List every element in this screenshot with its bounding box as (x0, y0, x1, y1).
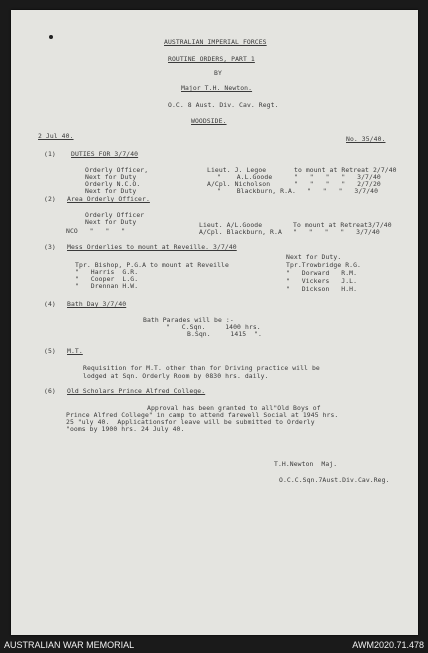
footer-accession: AWM2020.71.478 (352, 640, 424, 650)
footer-bar (0, 638, 428, 653)
s2-row-a: Orderly Officer (85, 211, 145, 219)
s1-row-b: Lieut. J. Legoe (207, 166, 267, 174)
doc-officer: Major T.H. Newton. (181, 84, 253, 92)
section-6-heading: Old Scholars Prince Alfred College. (67, 387, 206, 395)
s3-right-line: " Dorward R.M. (286, 269, 358, 277)
s2-row-a: Next for Duty (85, 218, 137, 226)
doc-subtitle: ROUTINE ORDERS, PART 1 (168, 55, 255, 63)
s3-left-line: " Cooper L.G. (75, 275, 139, 283)
signature-name: T.H.Newton Maj. (274, 460, 338, 468)
s1-row-b: " Blackburn, R.A. (217, 187, 296, 195)
doc-title: AUSTRALIAN IMPERIAL FORCES (164, 38, 267, 46)
s1-row-b: " A.L.Goode (217, 173, 273, 181)
s1-row-a: Next for Duty (85, 187, 137, 195)
s3-left-line: Tpr. Bishop, P.G.A to mount at Reveille (75, 261, 229, 269)
s6-line: Prince Alfred College" in camp to attend farewell Social at 1945 hrs. (66, 411, 339, 419)
s6-line: 25 "uly 40. Applicationsfor leave will be submitted to Orderly (66, 418, 315, 426)
section-2-heading: Area Orderly Officer. (67, 195, 150, 203)
s3-right-line: Next for Duty. (286, 253, 342, 261)
s1-row-c: to mount at Retreat 2/7/40 (294, 166, 397, 174)
section-1-heading: DUTIES FOR 3/7/40 (71, 150, 139, 158)
punch-hole (49, 35, 53, 39)
section-5-number: (5) (44, 347, 56, 355)
s1-row-c: " " " " 2/7/20 (294, 180, 381, 188)
s1-row-a: Next for Duty (85, 173, 137, 181)
s1-row-b: A/Cpl. Nicholson (207, 180, 271, 188)
s6-line: "ooms by 1900 hrs. 24 July 40. (66, 425, 185, 433)
s5-line: lodged at Sqn. Orderly Room by 0830 hrs. daily. (83, 372, 269, 380)
doc-command: O.C. 8 Aust. Div. Cav. Regt. (168, 101, 279, 109)
footer-credit: AUSTRALIAN WAR MEMORIAL (4, 640, 135, 650)
signature-title: O.C.C.Sqn.7Aust.Div.Cav.Reg. (279, 476, 390, 484)
s1-row-c: " " " " 3/7/40 (294, 173, 381, 181)
s2-row-a: NCO " " " (66, 227, 126, 235)
s4-line: " C.Sqn. 1400 hrs. (166, 323, 261, 331)
s3-right-line: " Vickers J.L. (286, 277, 358, 285)
doc-location: WOODSIDE. (191, 117, 227, 125)
document-page (11, 10, 418, 635)
s3-left-line: " Harris G.R. (75, 268, 139, 276)
doc-by: BY (214, 69, 222, 77)
section-5-heading: M.T. (67, 347, 83, 355)
s6-line: Approval has been granted to all"Old Boys of (147, 404, 321, 412)
section-6-number: (6) (44, 387, 56, 395)
section-2-number: (2) (44, 195, 56, 203)
section-3-heading: Mess Orderlies to mount at Reveille. 3/7/40 (67, 243, 237, 251)
section-4-heading: Bath Day 3/7/40 (67, 300, 127, 308)
s3-left-line: " Drennan H.W. (75, 282, 139, 290)
s2-row-b: Lieut. A/L.Goode (199, 221, 263, 229)
s4-line: B.Sqn. 1415 ". (187, 330, 263, 338)
section-3-number: (3) (44, 243, 56, 251)
s4-line: Bath Parades will be :- (143, 316, 234, 324)
s1-row-a: Orderly Officer, (85, 166, 149, 174)
s3-right-line: " Dickson H.H. (286, 285, 358, 293)
s1-row-a: Orderly N.C.O. (85, 180, 141, 188)
s2-row-b: A/Cpl. Blackburn, R.A (199, 228, 282, 236)
s5-line: Requisition for M.T. other than for Driving practice will be (83, 364, 320, 372)
doc-date: 2 Jul 40. (38, 132, 74, 140)
doc-number: No. 35/40. (346, 135, 386, 143)
s2-row-c: " " " " 3/7/40 (293, 228, 380, 236)
s1-row-c: " " " 3/7/40 (307, 187, 379, 195)
s2-row-c: To mount at Retreat3/7/40 (293, 221, 392, 229)
s3-right-line: Tpr.Trowbridge R.G. (286, 261, 362, 269)
section-1-number: (1) (44, 150, 56, 158)
section-4-number: (4) (44, 300, 56, 308)
